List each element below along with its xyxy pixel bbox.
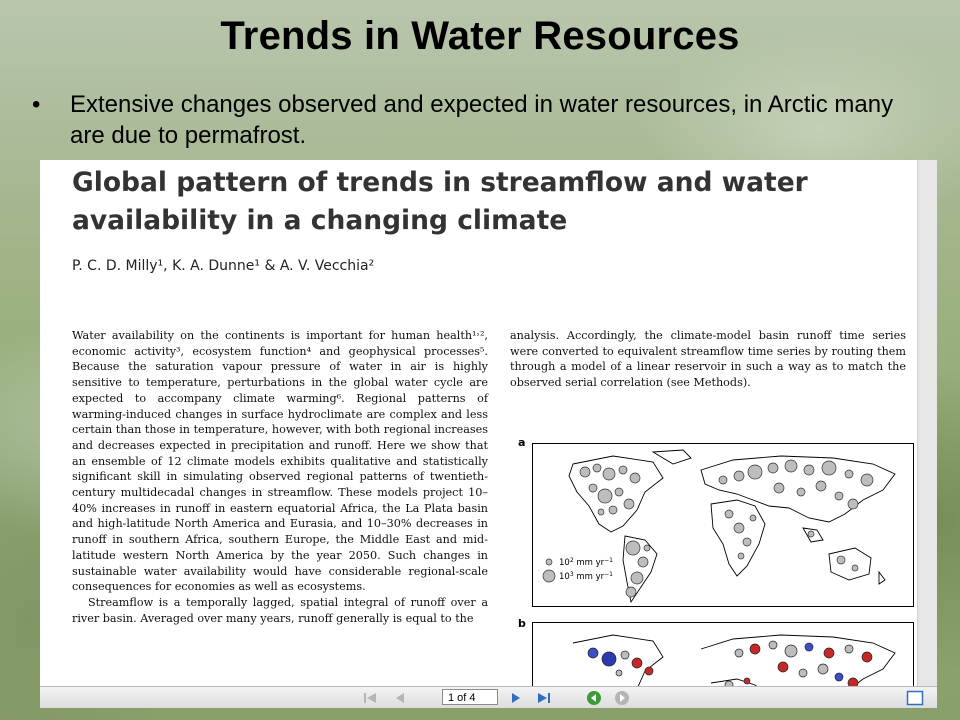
abstract-text: Water availability on the continents is important for human health¹˒², economic activity³, ecosystem function⁴ and geophysical processes⁵. Because the saturation vapour pressure of water in air is highly sensitive to temperature, perturbations in the global water cycle are expected to accompany climate warming⁶. Regional patterns of warming-induced changes in surface hydroclimate are complex and less certain than those in temperature, however, with both regional increases and decreases expected in precipitation and runoff. Here we show that an ensemble of 12 climate models exhibits qualitative and statistically significant skill in simulating observed regional patterns of twentieth-century multidecadal changes in streamflow. These models project 10–40% increases in runoff in eastern equatorial Africa, the La Plata basin and high-latitude North America and Eurasia, and 10–30% decreases in runoff in southern Africa, southern Europe, the Middle East and mid-latitude western North America by the year 2050. Such changes in sustainable water availability would have considerable regional-scale consequences for economies as well as ecosystems. <box>72 329 488 594</box>
fit-page-icon[interactable] <box>904 689 926 706</box>
bullet-point <box>32 89 912 151</box>
legend-large-exp: 3 <box>569 570 574 578</box>
legend-unit-exp-large: −1 <box>604 570 614 578</box>
pdf-viewer <box>40 160 937 708</box>
legend-unit-large: mm yr <box>573 572 605 582</box>
paper-authors: P. C. D. Milly¹, K. A. Dunne¹ & A. V. Vecchia² <box>72 258 375 274</box>
map-panel-b <box>532 622 914 686</box>
svg-text:102 mm yr−1 <box>559 557 613 569</box>
legend-large-prefix: 10 <box>559 572 570 582</box>
legend-small-prefix: 10 <box>559 558 570 568</box>
world-map-a <box>533 444 913 606</box>
right-column-text: analysis. Accordingly, the climate-model basin runoff time series were converted to equivalent streamflow time series by routing them through a model of a linear reservoir in such a way as to match the observed serial correlation (see Methods). <box>510 329 906 390</box>
abstract-column <box>72 328 488 626</box>
panel-b-label: b <box>518 617 526 630</box>
back-icon[interactable] <box>584 689 604 706</box>
body-paragraph: Streamflow is a temporally lagged, spatial integral of runoff over a river basin. Averaged over many years, runoff generally is equal to the <box>72 595 488 625</box>
previous-page-icon[interactable] <box>390 689 410 706</box>
legend-unit-exp-small: −1 <box>604 556 614 564</box>
next-page-icon[interactable] <box>506 689 526 706</box>
pdf-page <box>40 160 918 686</box>
paper-title: Global pattern of trends in streamflow and water availability in a changing climate <box>72 167 808 236</box>
map-legend-a <box>543 557 613 583</box>
last-page-icon[interactable] <box>534 689 554 706</box>
vertical-scrollbar[interactable] <box>917 160 937 686</box>
map-panel-a <box>532 443 914 607</box>
svg-text:103 mm yr−1 <box>559 571 613 583</box>
world-map-b <box>533 623 913 686</box>
legend-unit-small: mm yr <box>573 558 605 568</box>
forward-icon[interactable] <box>612 689 632 706</box>
panel-a-label: a <box>518 436 526 449</box>
slide-title: Trends in Water Resources <box>220 14 740 58</box>
pdf-toolbar <box>40 686 937 708</box>
bullet-text: Extensive changes observed and expected in water resources, in Arctic many are due to permafrost. <box>70 91 894 149</box>
bullet-dot-icon: • <box>32 91 41 118</box>
legend-small-exp: 2 <box>569 556 574 564</box>
page-number-input[interactable]: 1 of 4 <box>442 689 498 705</box>
first-page-icon[interactable] <box>360 689 380 706</box>
